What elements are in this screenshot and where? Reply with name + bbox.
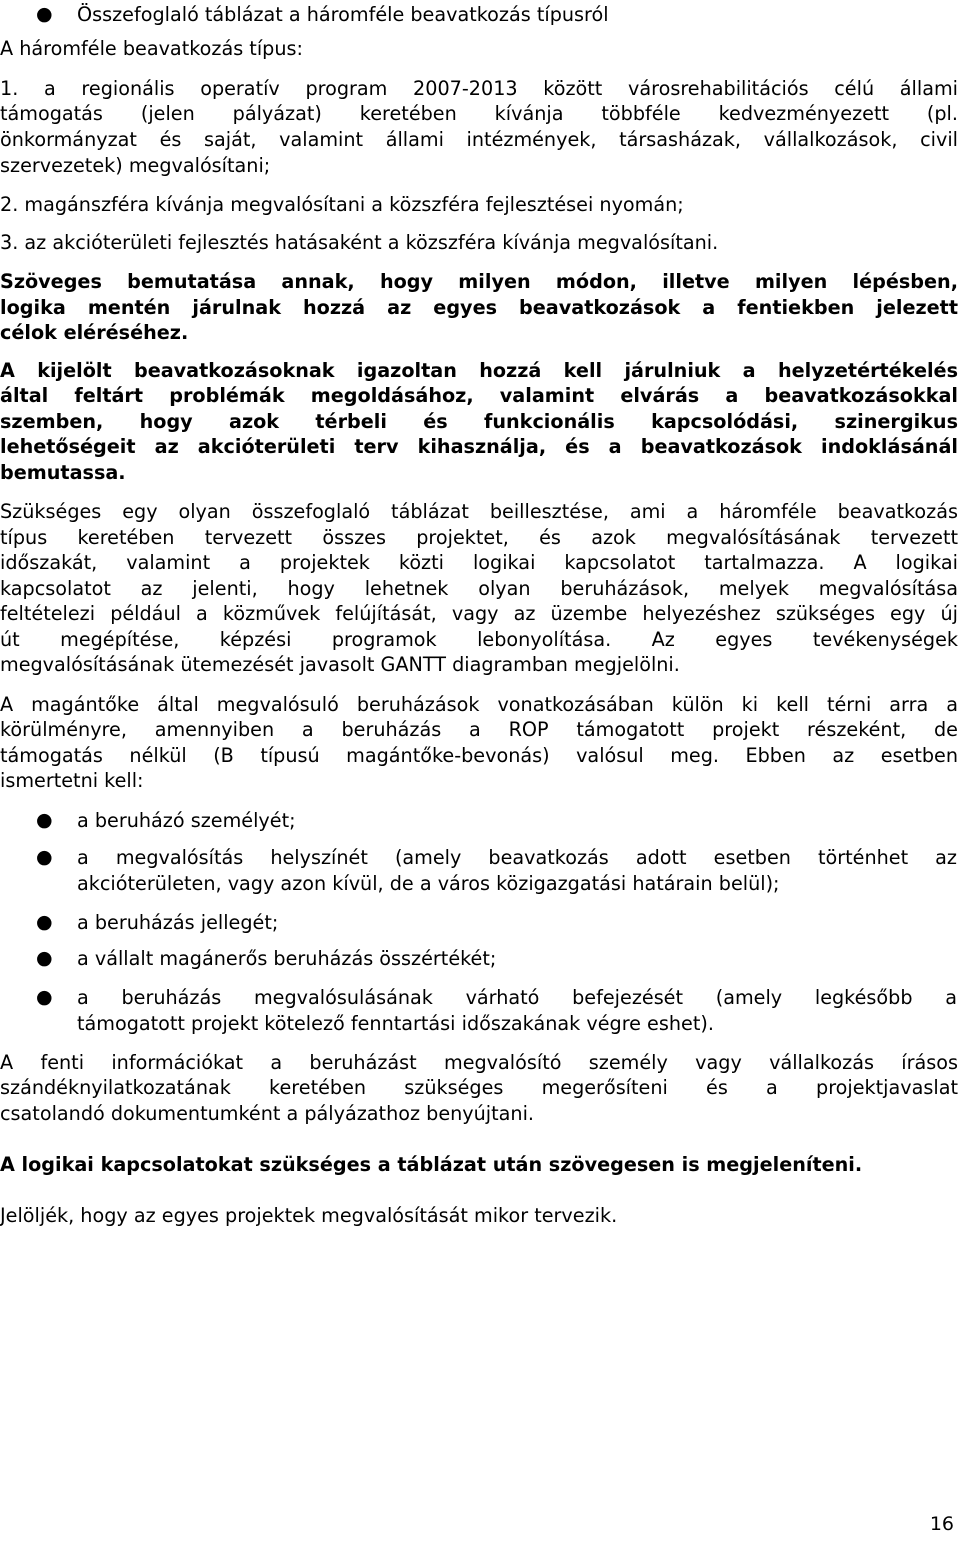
- para5-line2: szándéknyilatkozatának keretében szükséges megerősíteni és a projektjavaslat: [0, 1076, 958, 1099]
- bold-para2-line4: lehetőségeit az akcióterületi terv kihasználja, és a beavatkozások indoklásánál: [0, 435, 958, 458]
- para4-line2: körülményre, amennyiben a beruházás a ROP támogatott projekt részeként, de: [0, 718, 958, 741]
- para3-line7: megvalósításának ütemezését javasolt GANTT diagramban megjelölni.: [0, 653, 680, 676]
- bullet-item-5-line2: támogatott projekt kötelező fenntartási időszakának végre eshet).: [77, 1012, 714, 1035]
- bullet-marker: ●: [36, 3, 53, 25]
- para4-line4: ismertetni kell:: [0, 769, 144, 792]
- bold-para2-line2: által feltárt problémák megoldásához, valamint elvárás a beavatkozásokkal: [0, 384, 958, 407]
- item1-line2: támogatás (jelen pályázat) keretében kívánja többféle kedvezményezett (pl.: [0, 102, 958, 125]
- item1-line1: 1. a regionális operatív program 2007-2013 között városrehabilitációs célú állami: [0, 77, 958, 100]
- bullet-marker: ●: [36, 809, 53, 831]
- bullet-heading: Összefoglaló táblázat a háromféle beavatkozás típusról: [77, 3, 609, 26]
- bullet-item-1: a beruházó személyét;: [77, 809, 296, 832]
- bullet-item-2-line1: a megvalósítás helyszínét (amely beavatkozás adott esetben történhet az: [77, 846, 957, 869]
- bullet-marker: ●: [36, 947, 53, 969]
- para4-line1: A magántőke által megvalósuló beruházások vonatkozásában külön ki kell térni arra a: [0, 693, 958, 716]
- bullet-marker: ●: [36, 846, 53, 868]
- bold-para2-line5: bemutassa.: [0, 461, 126, 484]
- bullet-item-5-line1: a beruházás megvalósulásának várható befejezését (amely legkésőbb a: [77, 986, 957, 1009]
- para3-line6: út megépítése, képzési programok lebonyolítása. Az egyes tevékenységek: [0, 628, 958, 651]
- intro-line: A háromféle beavatkozás típus:: [0, 37, 303, 60]
- para3-line5: feltételezi például a közművek felújítását, vagy az üzembe helyezéshez szükséges egy új: [0, 602, 958, 625]
- para3-line2: típus keretében tervezett összes projektet, és azok megvalósításának tervezett: [0, 526, 958, 549]
- para5-line1: A fenti információkat a beruházást megvalósító személy vagy vállalkozás írásos: [0, 1051, 958, 1074]
- final-line: Jelöljék, hogy az egyes projektek megvalósítását mikor tervezik.: [0, 1204, 618, 1227]
- page-number: 16: [929, 1513, 954, 1535]
- para3-line3: időszakát, valamint a projektek közti logikai kapcsolatot tartalmazza. A logikai: [0, 551, 958, 574]
- bullet-item-3: a beruházás jellegét;: [77, 911, 279, 934]
- para4-line3: támogatás nélkül (B típusú magántőke-bevonás) valósul meg. Ebben az esetben: [0, 744, 958, 767]
- bold-para2-line1: A kijelölt beavatkozásoknak igazoltan hozzá kell járulniuk a helyzetértékelés: [0, 359, 958, 382]
- bold-para1-line3: célok eléréséhez.: [0, 321, 189, 344]
- bold-para1-line2: logika mentén járulnak hozzá az egyes beavatkozások a fentiekben jelezett: [0, 296, 958, 319]
- para3-line1: Szükséges egy olyan összefoglaló táblázat beillesztése, ami a háromféle beavatkozás: [0, 500, 958, 523]
- para5-line3: csatolandó dokumentumként a pályázathoz benyújtani.: [0, 1102, 535, 1125]
- para3-line4: kapcsolatot az jelenti, hogy lehetnek olyan beruházások, melyek megvalósítása: [0, 577, 958, 600]
- bold-para2-line3: szemben, hogy azok térbeli és funkcionális kapcsolódási, szinergikus: [0, 410, 958, 433]
- bold-note: A logikai kapcsolatokat szükséges a táblázat után szövegesen is megjeleníteni.: [0, 1153, 863, 1176]
- bullet-item-2-line2: akcióterületen, vagy azon kívül, de a város közigazgatási határain belül);: [77, 872, 780, 895]
- bullet-item-4: a vállalt magánerős beruházás összértékét;: [77, 947, 497, 970]
- item1-line4: szervezetek) megvalósítani;: [0, 154, 271, 177]
- item1-line3: önkormányzat és saját, valamint állami intézmények, társasházak, vállalkozások, civil: [0, 128, 958, 151]
- bullet-marker: ●: [36, 911, 53, 933]
- item2-line: 2. magánszféra kívánja megvalósítani a közszféra fejlesztései nyomán;: [0, 193, 684, 216]
- bold-para1-line1: Szöveges bemutatása annak, hogy milyen módon, illetve milyen lépésben,: [0, 270, 958, 293]
- item3-line: 3. az akcióterületi fejlesztés hatásaként a közszféra kívánja megvalósítani.: [0, 231, 719, 254]
- bullet-marker: ●: [36, 986, 53, 1008]
